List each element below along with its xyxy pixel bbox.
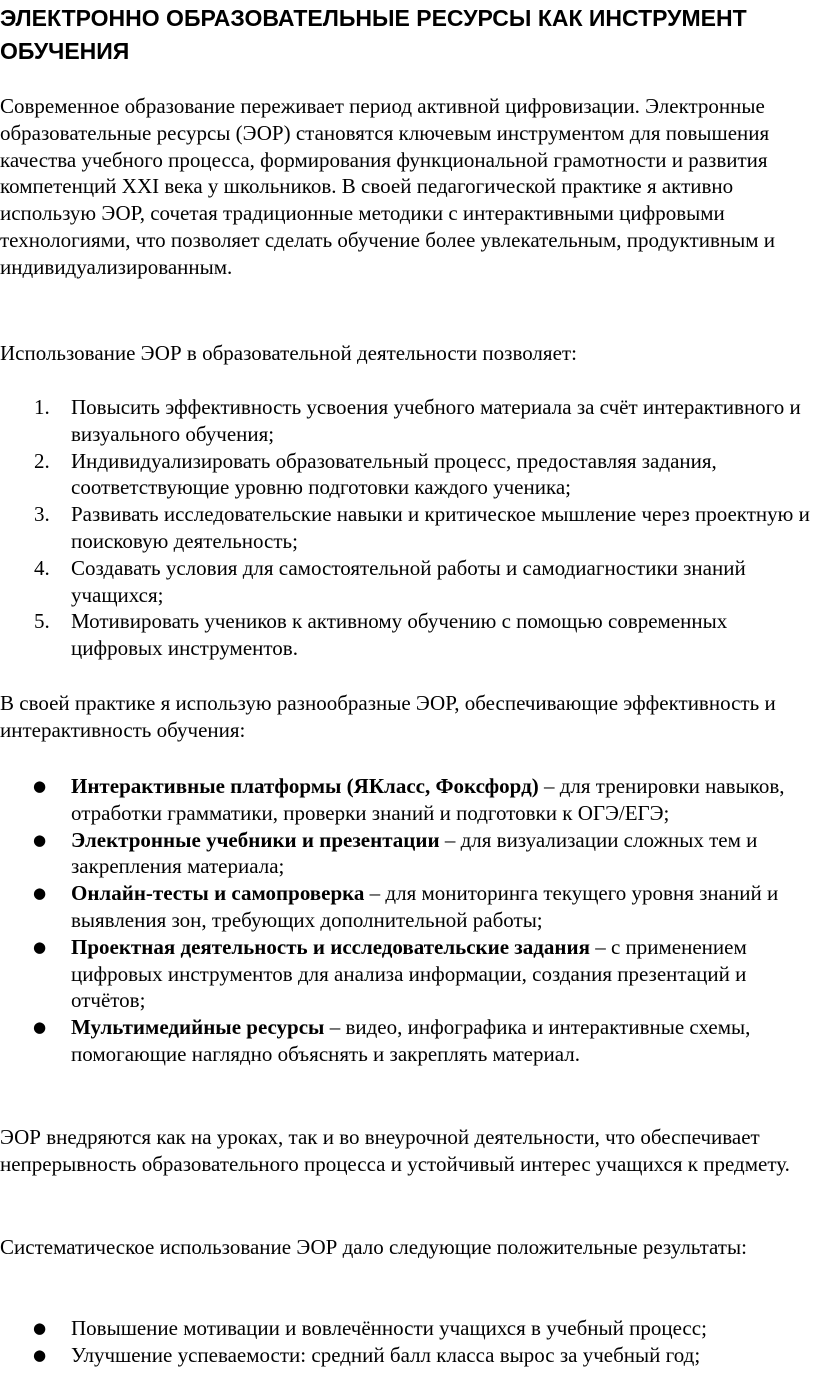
resource-term: Мультимедийные ресурсы (71, 1015, 325, 1040)
list-number: 3. (34, 502, 50, 527)
list-item (0, 394, 816, 448)
list-item (0, 1342, 816, 1369)
list-item-text: Повысить эффективность усвоения учебного материала за счёт интерактивного и визуального обучения; (71, 395, 801, 446)
list-item (0, 1315, 816, 1342)
benefits-lead: Использование ЭОР в образовательной деятельности позволяет: (0, 341, 577, 365)
list-item-text: Мотивировать учеников к активному обучению с помощью современных цифровых инструментов. (71, 609, 728, 661)
resource-desc: – для тренировки навыков, отработки грамматики, проверки знаний и подготовки к ОГЭ/ЕГЭ; (71, 774, 785, 825)
resource-desc: – для визуализации сложных тем и закрепления материала; (71, 827, 758, 879)
list-number: 5. (34, 609, 50, 634)
list-item-text: Индивидуализировать образовательный процесс, предоставляя задания, соответствующие уровню подготовки каждого ученика; (71, 448, 717, 500)
list-number: 2. (34, 448, 50, 473)
bullet-icon: ● (33, 777, 47, 795)
bullet-icon: ● (33, 1018, 47, 1037)
list-item (0, 1014, 816, 1068)
benefits-list (0, 394, 816, 662)
resource-term: Онлайн-тесты и самопроверка (71, 881, 365, 906)
resource-term: Электронные учебники и презентации (71, 827, 440, 852)
list-item (0, 934, 816, 1014)
implementation-paragraph: ЭОР внедряются как на уроках, так и во внеурочной деятельности, что обеспечивает непрерывность образовательного процесса и устойчивый интерес учащихся к предмету. (0, 1125, 790, 1176)
list-item (0, 555, 816, 609)
list-item (0, 827, 816, 881)
resource-term: Интерактивные платформы (ЯКласс, Фоксфорд) (71, 774, 539, 798)
list-item-text: Развивать исследовательские навыки и критическое мышление через проектную и поисковую деятельность; (71, 502, 810, 553)
bullet-icon: ● (33, 1345, 47, 1364)
list-item (0, 448, 816, 502)
list-item (0, 880, 816, 934)
resource-desc: – с применением цифровых инструментов для анализа информации, создания презентаций и отчётов; (71, 934, 747, 1013)
intro-paragraph: Современное образование переживает период активной цифровизации. Электронные образовательные ресурсы (ЭОР) становятся ключевым инструментом для повышения качества учебного процесса, формирования функциональной грамотности и развития компетенций XXI века у школьников. В своей педагогической практике я активно использую ЭОР, сочетая традиционные методики с интерактивными цифровыми технологиями, что позволяет сделать обучение более увлекательным, продуктивным и индивидуализированным. (0, 94, 776, 279)
list-item-text: Повышение мотивации и вовлечённости учащихся в учебный процесс; (71, 1316, 707, 1340)
list-item (0, 608, 816, 662)
resource-desc: – для мониторинга текущего уровня знаний и выявления зон, требующих дополнительной работы; (71, 881, 779, 932)
results-lead: Систематическое использование ЭОР дало следующие положительные результаты: (0, 1235, 747, 1259)
practice-lead: В своей практике я использую разнообразные ЭОР, обеспечивающие эффективность и интерактивность обучения: (0, 691, 776, 742)
bullet-icon: ● (33, 1319, 47, 1337)
bullet-icon: ● (33, 937, 47, 956)
bullet-icon: ● (33, 884, 47, 903)
list-item-text: Создавать условия для самостоятельной работы и самодиагностики знаний учащихся; (71, 555, 746, 607)
list-item (0, 501, 816, 555)
list-item (0, 773, 816, 827)
bullet-icon: ● (33, 830, 47, 849)
list-number: 1. (34, 395, 50, 419)
list-item-text: Улучшение успеваемости: средний балл класса вырос за учебный год; (71, 1342, 701, 1367)
results-list (0, 1315, 816, 1369)
page-title: ЭЛЕКТРОННО ОБРАЗОВАТЕЛЬНЫЕ РЕСУРСЫ КАК ИНСТРУМЕНТ ОБУЧЕНИЯ (0, 5, 747, 64)
resource-desc: – видео, инфографика и интерактивные схемы, помогающие наглядно объяснять и закреплять материал. (71, 1015, 751, 1066)
resource-term: Проектная деятельность и исследовательские задания (71, 934, 590, 959)
resources-list (0, 773, 816, 1068)
list-number: 4. (34, 555, 50, 580)
